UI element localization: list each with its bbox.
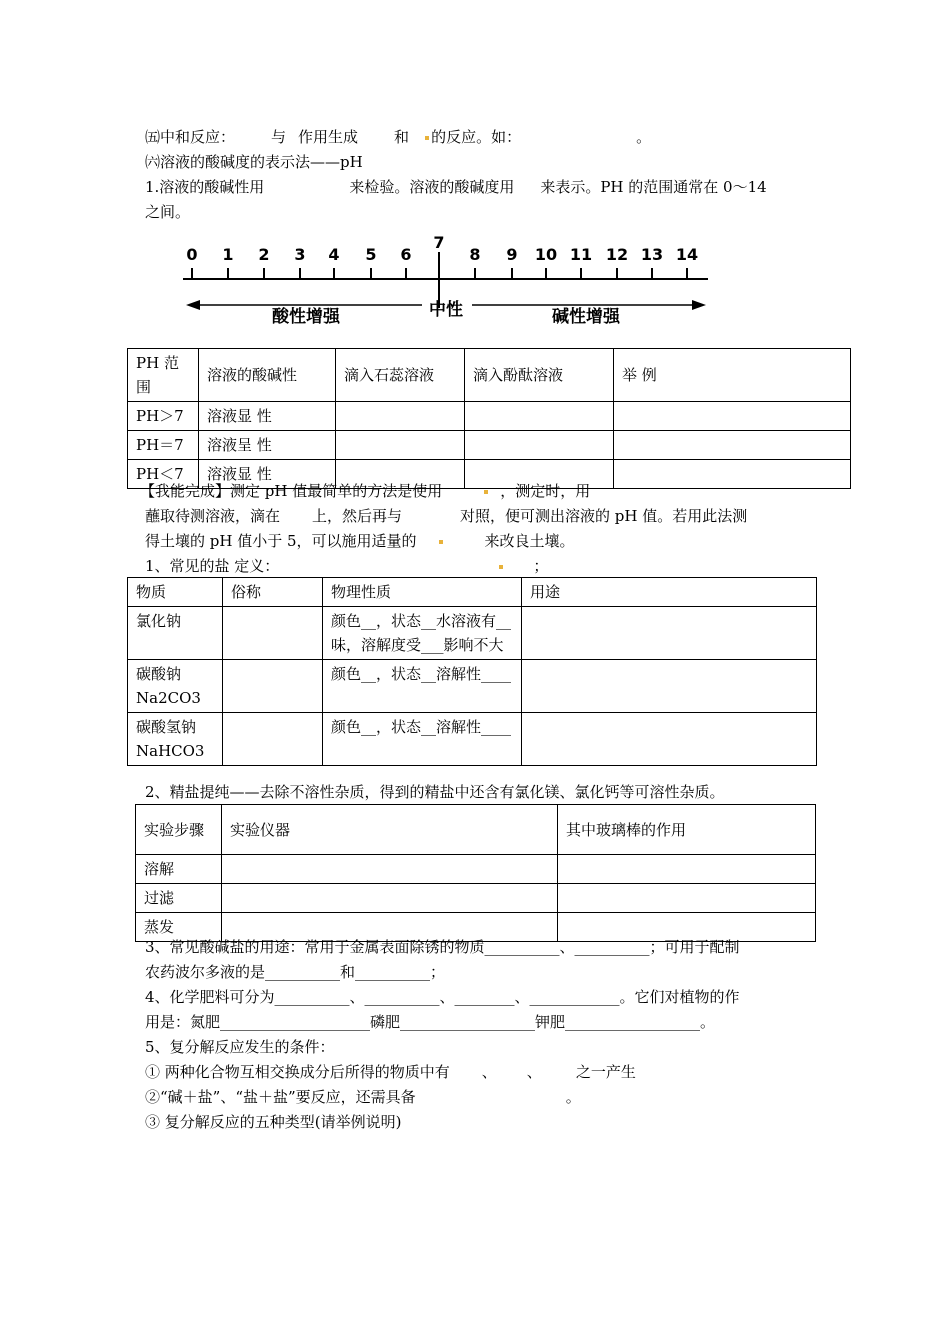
- salt-alias: [223, 660, 323, 713]
- salt-table: [127, 577, 817, 766]
- table-cell: [614, 431, 851, 460]
- fertilizer-line1: 4、化学肥料可分为__________、__________、________、____________。它们对植物的作: [145, 988, 740, 1006]
- table-cell: [614, 402, 851, 431]
- can-do-part-b: ，测定时，用: [500, 482, 591, 500]
- refine-table-header: [136, 805, 816, 855]
- salt-definition-label: 1、常见的盐 定义：: [145, 557, 280, 575]
- table-row: [128, 402, 851, 431]
- fertilizer-line2: 用是：氮肥____________________磷肥__________________钾肥__________________。: [145, 1013, 716, 1031]
- table-cell: [614, 460, 851, 489]
- ph-number-0: 0: [186, 245, 198, 264]
- neutralization-line: [145, 127, 651, 147]
- neutralization-end: 。: [636, 128, 652, 146]
- cond2-end: 。: [565, 1088, 581, 1106]
- ph-number-3: 3: [294, 245, 306, 264]
- ph-number-13: 13: [640, 245, 664, 264]
- marker-dot: [499, 565, 503, 569]
- double-decomp-cond3: ③ 复分解反应的五种类型(请举例说明): [145, 1113, 402, 1131]
- refine-step: 溶解: [136, 855, 222, 884]
- ph-item1-part-b: 来检验。溶液的酸碱度用: [349, 178, 515, 196]
- refine-header-step: 实验步骤: [136, 805, 222, 855]
- table-cell: PH＞7: [128, 402, 199, 431]
- neutralization-text-with: 与: [271, 128, 287, 146]
- table-cell: [336, 402, 465, 431]
- ph-item1-part-c: 来表示。PH 的范围通常在 0～14: [540, 178, 767, 196]
- salt-name: 碳酸氢钠 NaHCO3: [128, 713, 223, 766]
- ph-number-9: 9: [506, 245, 518, 264]
- ph-number-12: 12: [605, 245, 629, 264]
- acid-label: 酸性增强: [272, 307, 340, 327]
- ph-number-4: 4: [328, 245, 340, 264]
- table-cell: PH＝7: [128, 431, 199, 460]
- cond1-sep1: 、: [481, 1063, 497, 1081]
- salt-props: 颜色__，状态__溶解性____: [323, 660, 522, 713]
- salt-name: 氯化钠: [128, 607, 223, 660]
- refine-title: 2、精盐提纯——去除不溶性杂质，得到的精盐中还含有氯化镁、氯化钙等可溶性杂质。: [145, 783, 725, 801]
- salt-header-substance: 物质: [128, 578, 223, 607]
- can-do-part-f: 得土壤的 pH 值小于 5，可以施用适量的: [145, 532, 417, 550]
- double-decomp-cond2: [145, 1087, 581, 1107]
- can-do-part-g: 来改良土壤。: [484, 532, 575, 550]
- salt-header-props: 物理性质: [323, 578, 522, 607]
- can-do-line3: [145, 531, 575, 551]
- table-cell: [465, 402, 614, 431]
- refine-header-instrument: 实验仪器: [222, 805, 558, 855]
- ph-section-title: ㈥溶液的酸碱度的表示法——pH: [145, 153, 363, 171]
- ph-number-2: 2: [258, 245, 270, 264]
- table-cell: PH＜7: [128, 460, 199, 489]
- salt-use: [522, 607, 817, 660]
- ph-header-example: 举 例: [614, 349, 851, 402]
- cond1-part-a: ① 两种化合物互相交换成分后所得的物质中有: [145, 1063, 450, 1081]
- can-do-line2: [145, 506, 747, 526]
- table-cell: [558, 855, 816, 884]
- salt-definition-end: ；: [533, 557, 549, 575]
- ph-number-8: 8: [469, 245, 481, 264]
- table-cell: 溶液显 性: [199, 460, 336, 489]
- salt-alias: [223, 607, 323, 660]
- base-label: 碱性增强: [552, 307, 620, 327]
- table-row: [128, 713, 817, 766]
- table-cell: [222, 855, 558, 884]
- refine-header-rod: 其中玻璃棒的作用: [558, 805, 816, 855]
- can-do-part-d: 上，然后再与: [312, 507, 403, 525]
- salt-header-use: 用途: [522, 578, 817, 607]
- can-do-line1: [140, 481, 590, 501]
- ph-header-range: PH 范围: [128, 349, 199, 402]
- ph-header-phenolphthalein: 滴入酚酞溶液: [465, 349, 614, 402]
- neutralization-text-and: 和: [394, 128, 410, 146]
- marker-dot: [484, 490, 488, 494]
- ph-item1-line1: [145, 177, 767, 197]
- uses-line1: 3、常见酸碱盐的用途：常用于金属表面除锈的物质__________、__________；可用于配制: [145, 938, 740, 956]
- ph-table-header: [128, 349, 851, 402]
- ph-number-11: 11: [569, 245, 593, 264]
- table-cell: 溶液显 性: [199, 402, 336, 431]
- uses-line2: 农药波尔多液的是__________和__________；: [145, 963, 446, 981]
- table-row: [128, 660, 817, 713]
- can-do-part-a: 【我能完成】测定 pH 值最简单的方法是使用: [140, 482, 443, 500]
- ph-number-1: 1: [222, 245, 234, 264]
- salt-name: 碳酸钠 Na2CO3: [128, 660, 223, 713]
- salt-table-header: [128, 578, 817, 607]
- salt-props: 颜色__，状态__水溶液有__味，溶解度受___影响不大: [323, 607, 522, 660]
- ph-number-5: 5: [365, 245, 377, 264]
- table-row: [136, 884, 816, 913]
- neutralization-text-example: 的反应。如：: [431, 128, 522, 146]
- ph-scale-figure: [180, 232, 710, 332]
- can-do-part-e: 对照，便可测出溶液的 pH 值。若用此法测: [460, 507, 748, 525]
- refine-table: [135, 804, 816, 942]
- ph-item1-line2: 之间。: [145, 203, 191, 221]
- table-cell: 溶液呈 性: [199, 431, 336, 460]
- salt-definition-line: [145, 556, 548, 576]
- table-row: [136, 855, 816, 884]
- table-row: [128, 607, 817, 660]
- can-do-part-c: 蘸取待测溶液，滴在: [145, 507, 281, 525]
- ph-header-acidity: 溶液的酸碱性: [199, 349, 336, 402]
- double-decomp-title: 5、复分解反应发生的条件：: [145, 1038, 335, 1056]
- salt-use: [522, 713, 817, 766]
- neutral-label: 中性: [429, 300, 463, 320]
- salt-alias: [223, 713, 323, 766]
- base-arrow-head: [692, 300, 706, 310]
- table-row: [128, 431, 851, 460]
- marker-dot: [425, 136, 429, 140]
- ph-table: [127, 348, 851, 489]
- refine-step: 过滤: [136, 884, 222, 913]
- neutralization-label: ㈤中和反应：: [145, 128, 236, 146]
- salt-props: 颜色__，状态__溶解性____: [323, 713, 522, 766]
- table-cell: [336, 431, 465, 460]
- table-cell: [465, 431, 614, 460]
- table-cell: [222, 884, 558, 913]
- ph-number-10: 10: [534, 245, 558, 264]
- ph-item1-part-a: 1.溶液的酸碱性用: [145, 178, 265, 196]
- refine-step: 蒸发: [136, 913, 222, 942]
- cond1-part-d: 之一产生: [575, 1063, 636, 1081]
- table-cell: [558, 884, 816, 913]
- ph-number-6: 6: [400, 245, 412, 264]
- double-decomp-cond1: [145, 1062, 636, 1082]
- ph-number-14: 14: [675, 245, 699, 264]
- cond1-sep2: 、: [526, 1063, 542, 1081]
- cond2-part-a: ②“碱＋盐”、“盐＋盐”要反应，还需具备: [145, 1088, 416, 1106]
- acid-arrow-head: [186, 300, 200, 310]
- ph-number-7: 7: [433, 233, 445, 252]
- salt-header-alias: 俗称: [223, 578, 323, 607]
- ph-scale-numbers: [186, 233, 698, 264]
- marker-dot: [439, 540, 443, 544]
- ph-header-litmus: 滴入石蕊溶液: [336, 349, 465, 402]
- neutralization-text-produce: 作用生成: [298, 128, 359, 146]
- salt-use: [522, 660, 817, 713]
